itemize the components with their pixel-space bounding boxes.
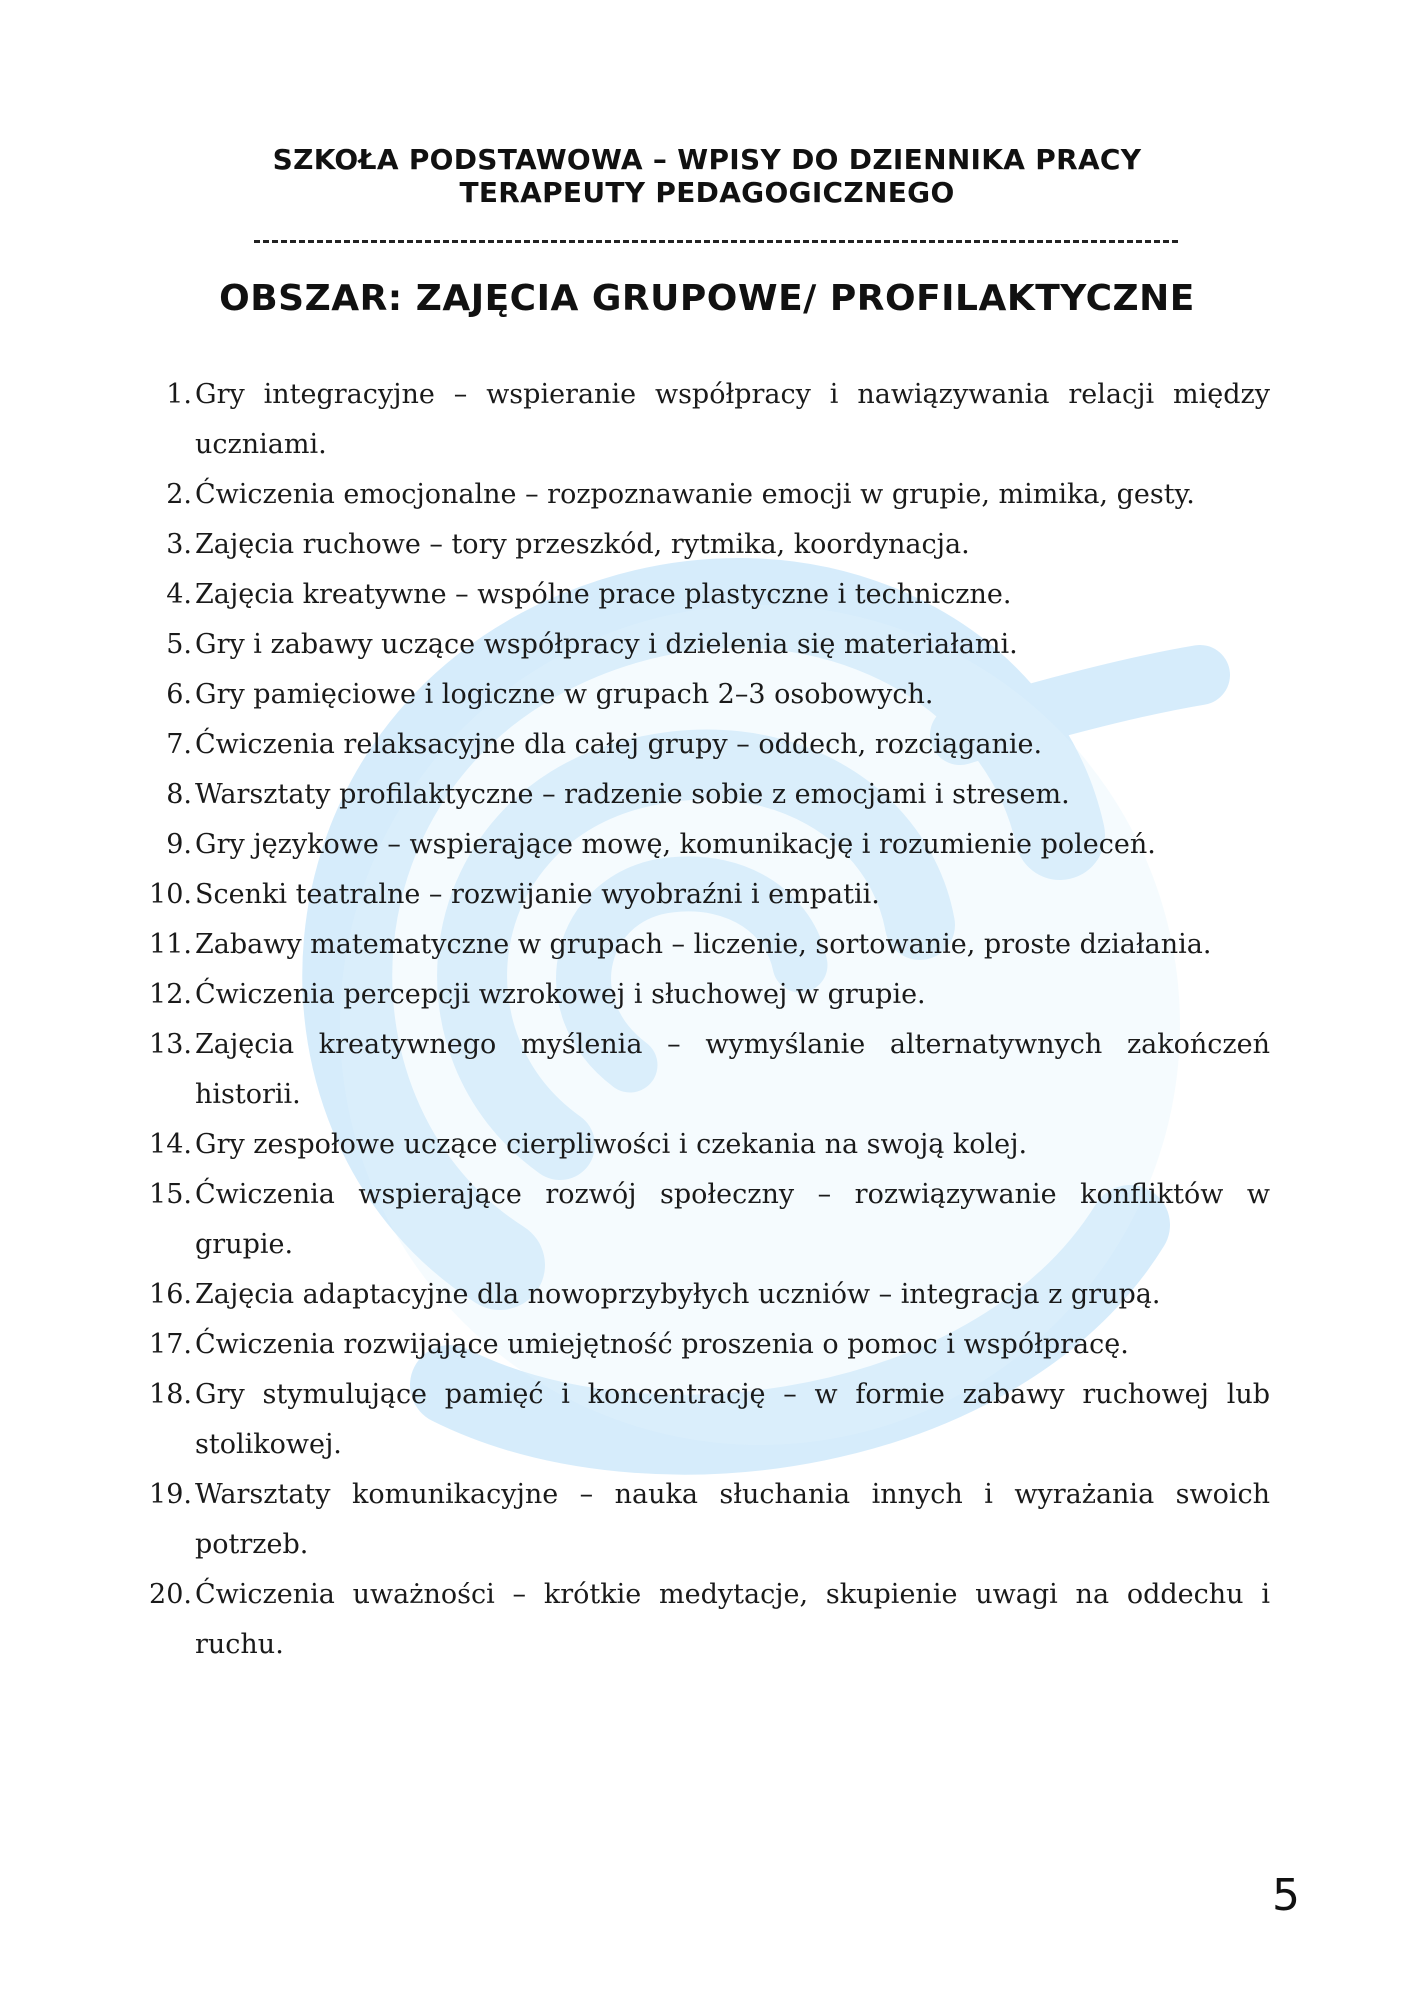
list-item (140, 1170, 1270, 1270)
list-item-number: 10. (149, 879, 192, 910)
list-item (140, 670, 1270, 720)
list-item-number: 20. (149, 1579, 192, 1610)
list-item (140, 1320, 1270, 1370)
list-item-text: Zajęcia kreatywnego myślenia – wymyślanie alternatywnych zakończeń historii. (195, 1029, 1270, 1110)
list-item-text: Gry językowe – wspierające mowę, komunikację i rozumienie poleceń. (195, 829, 1156, 860)
list-item (140, 1020, 1270, 1120)
document-header (0, 143, 1414, 209)
list-item-number: 3. (166, 529, 192, 560)
list-item-text: Zajęcia ruchowe – tory przeszkód, rytmika, koordynacja. (195, 529, 970, 560)
list-item-text: Gry pamięciowe i logiczne w grupach 2–3 osobowych. (195, 679, 934, 710)
list-item-text: Ćwiczenia rozwijające umiejętność proszenia o pomoc i współpracę. (195, 1329, 1129, 1360)
list-item-text: Warsztaty komunikacyjne – nauka słuchania innych i wyrażania swoich potrzeb. (195, 1479, 1270, 1560)
activity-list (140, 370, 1270, 1670)
list-item (140, 520, 1270, 570)
list-item-number: 18. (149, 1379, 192, 1410)
list-item-text: Zajęcia kreatywne – wspólne prace plastyczne i techniczne. (195, 579, 1012, 610)
list-item (140, 720, 1270, 770)
section-title: OBSZAR: ZAJĘCIA GRUPOWE/ PROFILAKTYCZNE (219, 278, 1195, 319)
list-item (140, 1570, 1270, 1670)
list-item-number: 9. (166, 829, 192, 860)
list-item (140, 1370, 1270, 1470)
list-item-number: 8. (166, 779, 192, 810)
list-item-number: 11. (149, 929, 192, 960)
list-item (140, 770, 1270, 820)
list-item (140, 1120, 1270, 1170)
list-item (140, 1470, 1270, 1570)
list-item-text: Scenki teatralne – rozwijanie wyobraźni i empatii. (195, 879, 880, 910)
list-item (140, 1270, 1270, 1320)
list-item-number: 4. (166, 579, 192, 610)
list-item-text: Ćwiczenia percepcji wzrokowej i słuchowej w grupie. (195, 979, 926, 1010)
list-item-text: Gry i zabawy uczące współpracy i dzielenia się materiałami. (195, 629, 1018, 660)
list-item-number: 1. (166, 379, 192, 410)
list-item-number: 12. (149, 979, 192, 1010)
list-item-text: Ćwiczenia uważności – krótkie medytacje, skupienie uwagi na oddechu i ruchu. (195, 1579, 1270, 1660)
list-item-number: 7. (166, 729, 192, 760)
list-item (140, 920, 1270, 970)
list-item-text: Ćwiczenia emocjonalne – rozpoznawanie emocji w grupie, mimika, gesty. (195, 479, 1195, 510)
list-item-number: 15. (149, 1179, 192, 1210)
list-item (140, 470, 1270, 520)
list-item (140, 820, 1270, 870)
list-item-number: 14. (149, 1129, 192, 1160)
list-item-text: Gry zespołowe uczące cierpliwości i czekania na swoją kolej. (195, 1129, 1028, 1160)
list-item-number: 17. (149, 1329, 192, 1360)
list-item-text: Ćwiczenia wspierające rozwój społeczny – rozwiązywanie konfliktów w grupie. (195, 1179, 1270, 1260)
list-item-text: Ćwiczenia relaksacyjne dla całej grupy – oddech, rozciąganie. (195, 729, 1043, 760)
list-item-number: 6. (166, 679, 192, 710)
list-item (140, 620, 1270, 670)
header-line-2: TERAPEUTY PEDAGOGICZNEGO (459, 176, 955, 209)
list-item-text: Zajęcia adaptacyjne dla nowoprzybyłych uczniów – integracja z grupą. (195, 1279, 1161, 1310)
list-item (140, 870, 1270, 920)
list-item-text: Zabawy matematyczne w grupach – liczenie, sortowanie, proste działania. (195, 929, 1212, 960)
list-item-number: 19. (149, 1479, 192, 1510)
header-line-1: SZKOŁA PODSTAWOWA – WPISY DO DZIENNIKA PRACY (272, 143, 1142, 176)
list-item-text: Warsztaty profilaktyczne – radzenie sobie z emocjami i stresem. (195, 779, 1070, 810)
dashed-divider (254, 240, 1178, 243)
list-item-text: Gry stymulujące pamięć i koncentrację – w formie zabawy ruchowej lub stolikowej. (195, 1379, 1270, 1460)
list-item-number: 2. (166, 479, 192, 510)
list-item-number: 16. (149, 1279, 192, 1310)
list-item-number: 5. (166, 629, 192, 660)
list-item-number: 13. (149, 1029, 192, 1060)
list-item-text: Gry integracyjne – wspieranie współpracy i nawiązywania relacji między uczniami. (195, 379, 1270, 460)
page-number: 5 (1272, 1870, 1300, 1921)
list-item (140, 570, 1270, 620)
list-item (140, 970, 1270, 1020)
list-item (140, 370, 1270, 470)
